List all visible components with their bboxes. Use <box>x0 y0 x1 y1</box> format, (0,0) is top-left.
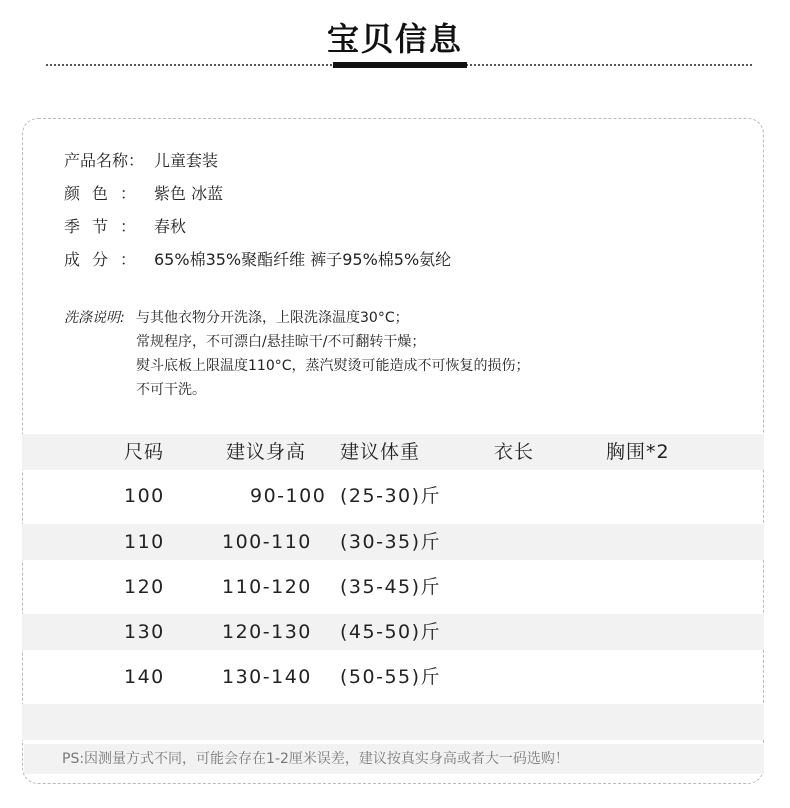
wash-line: 与其他衣物分开洗涤，上限洗涤温度30°C； <box>136 310 409 326</box>
info-value: 春秋 <box>154 217 187 236</box>
cell-height: 110-120 <box>222 576 312 598</box>
info-row-color <box>64 179 223 209</box>
table-row <box>22 659 764 695</box>
info-key: 成分： <box>64 250 136 269</box>
table-row <box>22 614 764 650</box>
cell-height: 130-140 <box>222 666 312 688</box>
cell-weight: (25-30)斤 <box>340 485 442 507</box>
info-key: 产品名称： <box>64 151 145 170</box>
header-chest: 胸围*2 <box>606 441 670 463</box>
cell-height: 100-110 <box>222 531 312 553</box>
page-title: 宝贝信息 <box>326 20 463 58</box>
cell-weight: (35-45)斤 <box>340 576 442 598</box>
header-height: 建议身高 <box>226 441 307 463</box>
wash-line: 常规程序，不可漂白/悬挂晾干/不可翻转干燥； <box>136 334 426 350</box>
info-key: 颜色： <box>64 184 136 203</box>
info-row-material <box>64 245 451 275</box>
table-header-row <box>22 434 764 470</box>
header-size: 尺码 <box>124 441 165 463</box>
wash-line: 熨斗底板上限温度110°C，蒸汽熨烫可能造成不可恢复的损伤； <box>136 358 530 374</box>
cell-size: 140 <box>124 666 165 688</box>
cell-size: 130 <box>124 621 165 643</box>
cell-weight: (30-35)斤 <box>340 531 442 553</box>
wash-label: 洗涤说明: <box>64 310 125 326</box>
measurement-note: PS:因测量方式不同，可能会存在1-2厘米误差，建议按真实身高或者大一码选购！ <box>24 744 764 774</box>
cell-size: 120 <box>124 576 165 598</box>
cell-height: 120-130 <box>222 621 312 643</box>
table-empty-row <box>22 704 764 740</box>
header-length: 衣长 <box>494 441 535 463</box>
table-row <box>22 478 764 514</box>
wash-line: 不可干洗。 <box>136 382 206 398</box>
cell-size: 100 <box>124 485 165 507</box>
info-row-season <box>64 212 186 242</box>
info-value: 65%棉35%聚酯纤维 裤子95%棉5%氨纶 <box>154 250 452 269</box>
table-row <box>22 524 764 560</box>
header-weight: 建议体重 <box>340 441 421 463</box>
wash-lines <box>136 306 530 402</box>
cell-size: 110 <box>124 531 165 553</box>
cell-weight: (50-55)斤 <box>340 666 442 688</box>
table-row <box>22 569 764 605</box>
info-row-product-name <box>64 146 218 176</box>
cell-weight: (45-50)斤 <box>340 621 442 643</box>
info-key: 季节： <box>64 217 136 236</box>
title-underline-bar <box>333 62 467 68</box>
info-value: 紫色 冰蓝 <box>154 184 224 203</box>
cell-height: 90-100 <box>250 485 327 507</box>
info-value: 儿童套装 <box>154 151 219 170</box>
